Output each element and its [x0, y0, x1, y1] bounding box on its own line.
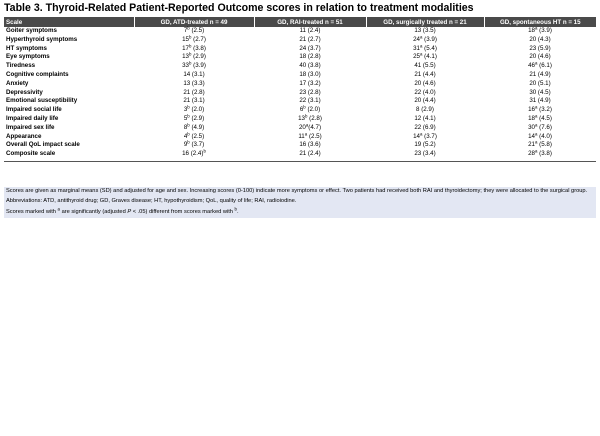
cell-value: 14 — [528, 132, 535, 140]
cell-value: 18 (3.0) — [299, 70, 321, 78]
cell-atd — [134, 124, 254, 133]
significance-marker: b — [188, 43, 192, 49]
table-row — [4, 27, 596, 36]
cell-spontaneous-ht — [484, 45, 596, 54]
cell-rai — [254, 36, 366, 45]
cell-sd: (3.8) — [191, 44, 206, 52]
cell-surgery — [366, 150, 484, 162]
cell-sd: (3.9) — [537, 27, 552, 34]
column-header-surgery: GD, surgically treated n = 21 — [366, 17, 484, 27]
cell-sd: (2.7) — [191, 35, 206, 43]
row-label: Impaired sex life — [6, 123, 55, 131]
significance-marker: a — [304, 131, 308, 137]
cell-sd: (3.9) — [422, 35, 437, 43]
table-row — [4, 97, 596, 106]
cell-sd: (2.5) — [189, 132, 205, 140]
significance-marker: b — [304, 113, 308, 119]
cell-spontaneous-ht — [484, 89, 596, 98]
cell-value: 31 — [413, 44, 420, 52]
cell-sd: (2.9) — [191, 53, 206, 61]
significance-marker: b — [187, 25, 190, 31]
cell-sd: (5.4) — [422, 44, 437, 52]
cell-sd: (2.5) — [189, 27, 205, 34]
significance-marker: a — [419, 34, 423, 40]
significance-marker: a — [534, 131, 538, 137]
cell-atd — [134, 106, 254, 115]
significance-marker: b — [187, 131, 190, 137]
cell-value: 20 — [298, 123, 306, 131]
table-row — [4, 62, 596, 71]
cell-value: 30 — [528, 123, 535, 131]
cell-value: 22 (6.9) — [414, 123, 436, 131]
note-text: are significantly (adjusted — [59, 208, 128, 215]
cell-sd: (3.8) — [537, 150, 552, 158]
cell-value: 46 — [528, 62, 535, 70]
note-scores: Scores are given as marginal means (SD) and adjusted for age and sex. Increasing scores (0-100) indicate more symptoms or effect. Two patients had received both RAI and thyroidectomy; they were allocated to the surgical group. — [6, 188, 588, 194]
significance-marker: b — [187, 122, 190, 128]
cell-value: 22 (3.1) — [299, 97, 321, 105]
cell-value: 14 (3.1) — [183, 70, 205, 78]
table-title: Table 3. Thyroid-Related Patient-Reported Outcome scores in relation to treatment modalities — [4, 2, 474, 14]
cell-value: 8 — [183, 123, 188, 131]
outcome-table — [4, 17, 596, 162]
cell-sd: (3.7) — [189, 141, 205, 149]
cell-surgery — [366, 80, 484, 89]
cell-value: 13 (3.5) — [414, 27, 436, 34]
cell-value: 18 — [528, 114, 535, 122]
cell-value: 25 — [413, 53, 420, 61]
cell-value: 15 — [182, 35, 189, 43]
cell-surgery — [366, 97, 484, 106]
significance-marker: b — [188, 34, 192, 40]
cell-value: 19 (5.2) — [414, 141, 436, 149]
cell-value: 24 — [413, 35, 420, 43]
significance-marker: a — [534, 104, 538, 110]
cell-atd — [134, 150, 254, 162]
cell-value: 16 (2.4) — [182, 150, 204, 158]
table-row — [4, 45, 596, 54]
cell-value: 16 (3.6) — [299, 141, 321, 149]
cell-value: 31 (4.9) — [529, 97, 551, 105]
cell-value: 13 (3.3) — [183, 79, 205, 87]
cell-sd: (4.5) — [537, 114, 552, 122]
note-text: < .05) different from scores marked with — [131, 208, 235, 215]
cell-value: 23 (5.9) — [529, 44, 551, 52]
cell-value: 17 — [182, 44, 189, 52]
significance-marker: b — [188, 60, 192, 66]
cell-value: 17 (3.2) — [299, 79, 321, 87]
column-header-scale: Scale — [4, 17, 134, 27]
cell-spontaneous-ht — [484, 106, 596, 115]
cell-value: 14 — [413, 132, 420, 140]
cell-value: 8 (2.9) — [416, 106, 434, 114]
table-body — [4, 27, 596, 162]
note-superscript-b: b — [234, 206, 237, 212]
cell-sd: (2.5) — [307, 132, 322, 140]
cell-sd: (4.7) — [308, 123, 322, 131]
table-row — [4, 53, 596, 62]
cell-value: 20 (4.6) — [414, 79, 436, 87]
cell-atd — [134, 97, 254, 106]
table-row — [4, 115, 596, 124]
cell-value: 5 — [183, 114, 188, 122]
column-header-rai: GD, RAI-treated n = 51 — [254, 17, 366, 27]
cell-spontaneous-ht — [484, 62, 596, 71]
significance-marker: a — [419, 52, 423, 57]
row-label: Appearance — [6, 132, 42, 140]
significance-marker: a — [419, 131, 423, 137]
cell-surgery — [366, 27, 484, 36]
row-label: Tiredness — [6, 62, 36, 70]
cell-spontaneous-ht — [484, 141, 596, 150]
cell-value: 12 (4.1) — [414, 114, 436, 122]
cell-surgery — [366, 106, 484, 115]
row-label: Eye symptoms — [6, 53, 50, 61]
cell-surgery — [366, 36, 484, 45]
table-row — [4, 133, 596, 142]
table-row — [4, 71, 596, 80]
significance-marker: b — [187, 139, 190, 145]
table-row — [4, 80, 596, 89]
cell-atd — [134, 71, 254, 80]
cell-value: 13 — [182, 53, 189, 61]
cell-spontaneous-ht — [484, 115, 596, 124]
significance-marker: b — [303, 104, 306, 110]
cell-surgery — [366, 71, 484, 80]
significance-marker: b — [203, 148, 206, 154]
cell-sd: (2.0) — [189, 106, 205, 114]
row-label: Hyperthyroid symptoms — [6, 35, 78, 43]
cell-atd — [134, 62, 254, 71]
cell-rai — [254, 45, 366, 54]
cell-value: 33 — [182, 62, 189, 70]
cell-sd: (5.8) — [537, 141, 552, 149]
note-text: . — [237, 208, 239, 215]
cell-value: 21 — [528, 141, 535, 149]
cell-value: 18 (2.8) — [299, 53, 321, 61]
row-label: Anxiety — [6, 79, 29, 87]
row-label: HT symptoms — [6, 44, 47, 52]
cell-value: 28 — [528, 150, 535, 158]
note-abbreviations: Abbreviations: ATD, antithyroid drug; GD, Graves disease; HT, hypothyroidism; QoL, quality of life; RAI, radioiodine. — [6, 198, 297, 205]
note-significance — [6, 206, 594, 216]
header-row — [4, 17, 596, 27]
significance-marker: a — [305, 122, 309, 128]
table-notes — [4, 187, 596, 218]
row-label: Cognitive complaints — [6, 70, 69, 78]
cell-value: 21 (2.7) — [299, 35, 321, 43]
row-label: Overall QoL impact scale — [6, 141, 80, 149]
cell-surgery — [366, 124, 484, 133]
row-label: Goiter symptoms — [6, 27, 57, 34]
cell-surgery — [366, 62, 484, 71]
row-label: Impaired daily life — [6, 114, 59, 122]
cell-rai — [254, 71, 366, 80]
cell-rai — [254, 53, 366, 62]
row-label: Depressivity — [6, 88, 43, 96]
cell-rai — [254, 133, 366, 142]
cell-spontaneous-ht — [484, 80, 596, 89]
cell-value: 40 (3.8) — [299, 62, 321, 70]
table-row — [4, 150, 596, 162]
cell-sd: (4.9) — [189, 123, 205, 131]
table-row — [4, 89, 596, 98]
cell-value: 21 (2.8) — [183, 88, 205, 96]
cell-sd: (2.8) — [307, 114, 322, 122]
cell-rai — [254, 150, 366, 162]
cell-value: 7 — [183, 27, 188, 34]
cell-value: 20 (4.3) — [529, 35, 551, 43]
cell-value: 16 — [528, 106, 535, 114]
cell-spontaneous-ht — [484, 97, 596, 106]
note-p-symbol: P — [127, 208, 132, 215]
cell-sd: (3.7) — [422, 132, 437, 140]
cell-sd: (3.9) — [191, 62, 206, 70]
cell-sd: (2.9) — [189, 114, 205, 122]
cell-rai — [254, 141, 366, 150]
cell-rai — [254, 124, 366, 133]
cell-value: 23 (3.4) — [414, 150, 436, 158]
column-header-atd: GD, ATD-treated n = 49 — [134, 17, 254, 27]
significance-marker: a — [534, 148, 538, 154]
cell-value: 20 (4.6) — [529, 53, 551, 61]
cell-sd: (2.0) — [305, 106, 321, 114]
cell-value: 18 — [528, 27, 535, 34]
cell-value: 20 (5.1) — [529, 79, 551, 87]
cell-value: 23 (2.8) — [299, 88, 321, 96]
significance-marker: a — [534, 139, 538, 145]
cell-surgery — [366, 133, 484, 142]
cell-rai — [254, 80, 366, 89]
column-header-spontaneous-ht: GD, spontaneous HT n = 15 — [484, 17, 596, 27]
cell-value: 41 (5.5) — [414, 62, 436, 70]
note-superscript-a: a — [57, 206, 60, 212]
cell-surgery — [366, 141, 484, 150]
cell-spontaneous-ht — [484, 150, 596, 162]
cell-value: 21 (2.4) — [299, 150, 321, 158]
row-label: Composite scale — [4, 150, 134, 162]
table-row — [4, 106, 596, 115]
significance-marker: a — [534, 25, 538, 31]
cell-value: 13 — [298, 114, 305, 122]
cell-value: 20 (4.4) — [414, 97, 436, 105]
cell-rai — [254, 106, 366, 115]
significance-marker: a — [534, 113, 538, 119]
cell-spontaneous-ht — [484, 36, 596, 45]
row-label: Impaired social life — [6, 106, 62, 114]
cell-value: 11 — [298, 132, 305, 140]
note-text: Scores marked with — [6, 208, 58, 215]
cell-sd: (4.1) — [422, 53, 437, 61]
row-label: Emotional susceptibility — [6, 97, 78, 105]
cell-atd — [134, 89, 254, 98]
cell-spontaneous-ht — [484, 71, 596, 80]
cell-value: 21 (4.9) — [529, 70, 551, 78]
table-row — [4, 124, 596, 133]
cell-value: 11 (2.4) — [299, 27, 321, 34]
cell-atd — [134, 115, 254, 124]
cell-rai — [254, 62, 366, 71]
cell-rai — [254, 115, 366, 124]
cell-value: 21 (4.4) — [414, 70, 436, 78]
table-row — [4, 36, 596, 45]
cell-rai — [254, 89, 366, 98]
cell-atd — [134, 141, 254, 150]
cell-value: 24 (3.7) — [299, 44, 321, 52]
significance-marker: b — [187, 113, 190, 119]
cell-value: 22 (4.0) — [414, 88, 436, 96]
cell-surgery — [366, 89, 484, 98]
cell-value: 30 (4.5) — [529, 88, 551, 96]
cell-spontaneous-ht — [484, 27, 596, 36]
cell-rai — [254, 27, 366, 36]
cell-value: 3 — [183, 106, 188, 114]
cell-sd: (6.1) — [537, 62, 552, 70]
cell-atd — [134, 80, 254, 89]
significance-marker: b — [187, 104, 190, 110]
cell-sd: (7.6) — [537, 123, 552, 131]
cell-value: 9 — [183, 141, 188, 149]
cell-surgery — [366, 115, 484, 124]
cell-rai — [254, 97, 366, 106]
cell-sd: (3.2) — [537, 106, 552, 114]
significance-marker: a — [534, 60, 538, 66]
cell-atd — [134, 27, 254, 36]
cell-spontaneous-ht — [484, 53, 596, 62]
cell-value: 6 — [299, 106, 304, 114]
cell-surgery — [366, 53, 484, 62]
significance-marker: a — [419, 43, 423, 49]
significance-marker: a — [534, 122, 538, 128]
cell-atd — [134, 36, 254, 45]
cell-spontaneous-ht — [484, 124, 596, 133]
cell-value: 4 — [183, 132, 188, 140]
cell-atd — [134, 53, 254, 62]
table-row — [4, 141, 596, 150]
cell-value: 21 (3.1) — [183, 97, 205, 105]
significance-marker: b — [188, 52, 192, 57]
cell-sd: (4.0) — [537, 132, 552, 140]
